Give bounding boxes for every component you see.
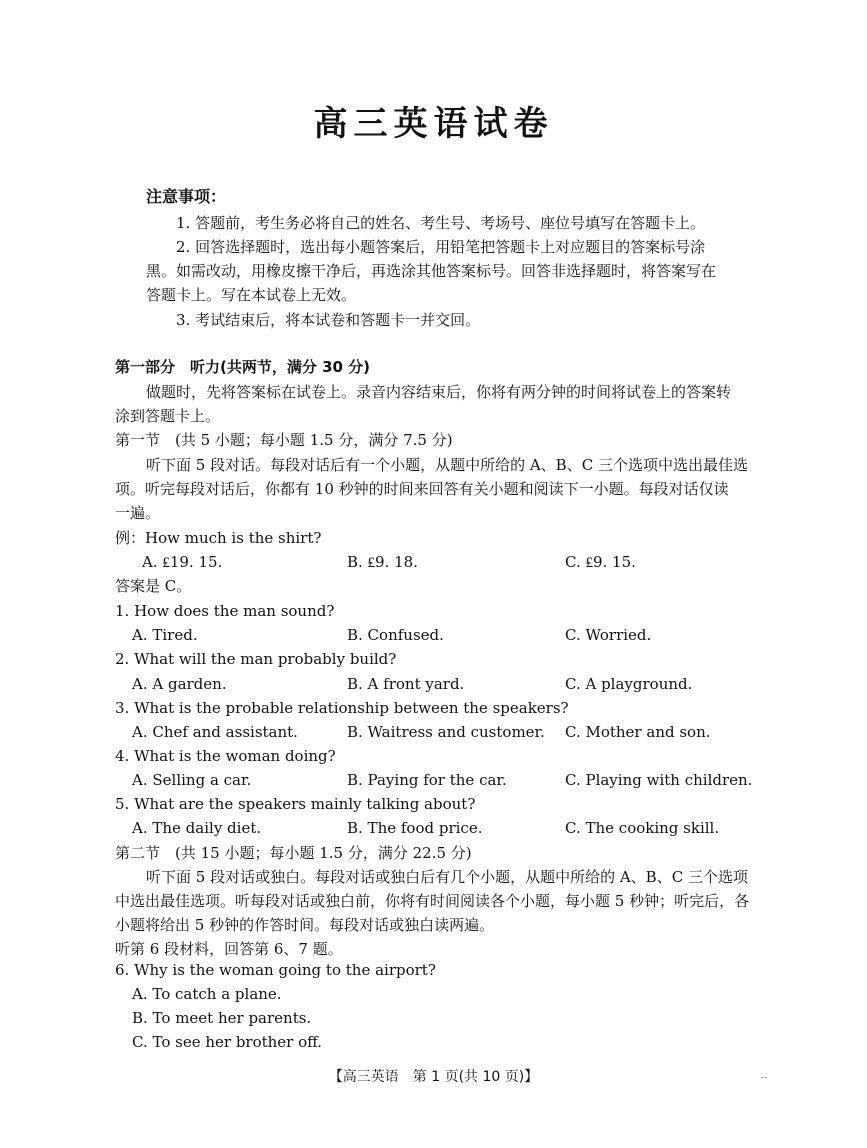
question-4-option-a: A. Selling a car. bbox=[132, 771, 252, 789]
question-3-option-a: A. Chef and assistant. bbox=[132, 723, 298, 741]
part1-intro-line-1: 做题时，先将答案标在试卷上。录音内容结束后，你将有两分钟的时间将试卷上的答案转 bbox=[146, 383, 732, 401]
section2-instr-line-2: 中选出最佳选项。听每段对话或独白前，你将有时间阅读各个小题，每小题 5 秒钟；听完后，各 bbox=[115, 892, 750, 910]
example-option-a: A. ₤19. 15. bbox=[142, 553, 223, 571]
page-footer: 【高三英语 第 1 页(共 10 页)】 bbox=[328, 1069, 539, 1085]
section2-instr-line-1: 听下面 5 段对话或独白。每段对话或独白后有几个小题，从题中所给的 A、B、C 三个选项 bbox=[146, 868, 748, 886]
part1-heading: 第一部分 听力(共两节，满分 30 分) bbox=[115, 358, 371, 376]
section1-heading: 第一节 (共 5 小题；每小题 1.5 分，满分 7.5 分) bbox=[115, 431, 453, 449]
example-option-c: C. ₤9. 15. bbox=[565, 553, 636, 571]
notes-item-3: 3. 考试结束后，将本试卷和答题卡一并交回。 bbox=[176, 311, 481, 329]
section2-instr-line-3: 小题将给出 5 秒钟的作答时间。每段对话或独白读两遍。 bbox=[115, 916, 495, 934]
example-question: 例：How much is the shirt? bbox=[115, 529, 322, 547]
page-title: 高三英语试卷 bbox=[313, 104, 554, 144]
section1-instr-line-2: 项。听完每段对话后，你都有 10 秒钟的时间来回答有关小题和阅读下一小题。每段对话仅读 bbox=[115, 480, 729, 498]
question-1-option-c: C. Worried. bbox=[565, 626, 652, 644]
question-6-option-a: A. To catch a plane. bbox=[132, 985, 282, 1003]
question-4-option-b: B. Paying for the car. bbox=[347, 771, 507, 789]
notes-heading: 注意事项： bbox=[146, 187, 227, 206]
question-5-option-b: B. The food price. bbox=[347, 819, 483, 837]
question-6: 6. Why is the woman going to the airport? bbox=[115, 961, 436, 979]
question-1: 1. How does the man sound? bbox=[115, 602, 335, 620]
question-2: 2. What will the man probably build? bbox=[115, 650, 397, 668]
question-2-option-a: A. A garden. bbox=[132, 675, 227, 693]
section1-instr-line-3: 一遍。 bbox=[115, 504, 161, 522]
corner-mark: .. bbox=[760, 1070, 767, 1081]
question-4-option-c: C. Playing with children. bbox=[565, 771, 753, 789]
question-1-option-b: B. Confused. bbox=[347, 626, 444, 644]
example-option-b: B. ₤9. 18. bbox=[347, 553, 418, 571]
section1-instr-line-1: 听下面 5 段对话。每段对话后有一个小题，从题中所给的 A、B、C 三个选项中选出最佳选 bbox=[146, 456, 748, 474]
question-3: 3. What is the probable relationship between the speakers? bbox=[115, 699, 569, 717]
notes-item-2-line-2: 黑。如需改动，用橡皮擦干净后，再选涂其他答案标号。回答非选择题时，将答案写在 bbox=[146, 262, 717, 280]
question-6-option-c: C. To see her brother off. bbox=[132, 1033, 323, 1051]
question-2-option-b: B. A front yard. bbox=[347, 675, 465, 693]
question-3-option-c: C. Mother and son. bbox=[565, 723, 711, 741]
section2-heading: 第二节 (共 15 小题；每小题 1.5 分，满分 22.5 分) bbox=[115, 844, 472, 862]
question-2-option-c: C. A playground. bbox=[565, 675, 693, 693]
question-3-option-b: B. Waitress and customer. bbox=[347, 723, 545, 741]
question-5-option-a: A. The daily diet. bbox=[132, 819, 262, 837]
notes-item-2-line-1: 2. 回答选择题时，选出每小题答案后，用铅笔把答题卡上对应题目的答案标号涂 bbox=[176, 238, 706, 256]
question-1-option-a: A. Tired. bbox=[132, 626, 198, 644]
part1-intro-line-2: 涂到答题卡上。 bbox=[115, 407, 221, 425]
section2-material: 听第 6 段材料，回答第 6、7 题。 bbox=[115, 940, 343, 958]
example-answer: 答案是 C。 bbox=[115, 577, 192, 595]
question-5-option-c: C. The cooking skill. bbox=[565, 819, 720, 837]
question-6-option-b: B. To meet her parents. bbox=[132, 1009, 312, 1027]
notes-item-2-line-3: 答题卡上。写在本试卷上无效。 bbox=[146, 286, 357, 304]
question-5: 5. What are the speakers mainly talking about? bbox=[115, 795, 476, 813]
question-4: 4. What is the woman doing? bbox=[115, 747, 336, 765]
notes-item-1: 1. 答题前，考生务必将自己的姓名、考生号、考场号、座位号填写在答题卡上。 bbox=[176, 214, 706, 232]
